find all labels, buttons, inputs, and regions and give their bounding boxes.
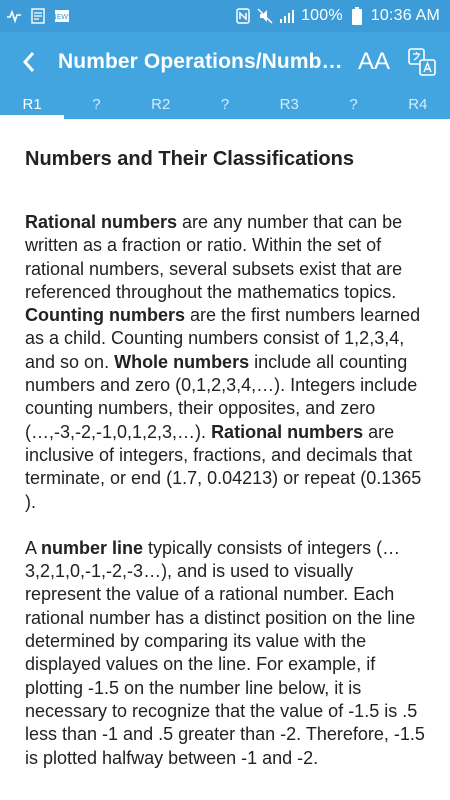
document-icon bbox=[30, 8, 46, 24]
nfc-icon bbox=[235, 8, 251, 24]
battery-percentage: 100% bbox=[301, 7, 343, 24]
font-size-label: AA bbox=[357, 48, 390, 75]
page-title: Number Operations/Numb… bbox=[58, 50, 343, 73]
tab-r3[interactable]: R3 bbox=[279, 96, 299, 113]
news-icon bbox=[51, 8, 73, 24]
term-whole-numbers: Whole numbers bbox=[114, 351, 250, 372]
section-heading: Numbers and Their Classifications bbox=[25, 148, 354, 170]
translate-icon bbox=[407, 47, 437, 77]
tab-quiz-3[interactable]: ? bbox=[349, 96, 358, 113]
tab-bar bbox=[0, 92, 450, 119]
paragraph-rational-numbers bbox=[25, 211, 430, 514]
tab-r1[interactable]: R1 bbox=[0, 92, 64, 119]
battery-icon bbox=[349, 8, 365, 24]
term-rational-numbers: Rational numbers bbox=[211, 421, 364, 442]
status-right bbox=[235, 7, 440, 25]
translate-button[interactable] bbox=[398, 32, 446, 92]
article-content bbox=[25, 119, 430, 770]
status-left bbox=[6, 8, 73, 24]
tab-r2[interactable]: R2 bbox=[151, 96, 171, 113]
paragraph-number-line bbox=[25, 537, 430, 770]
mute-icon bbox=[257, 8, 273, 24]
svg-text:NEWS: NEWS bbox=[51, 13, 73, 21]
tab-quiz-1[interactable]: ? bbox=[92, 96, 101, 113]
app-bar bbox=[0, 32, 450, 92]
paragraph-text: typically consists of integers (…3,2,1,0,-1,-2,-3…), and is used to visually represent the value of a rational number. Each rational number has a distinct position on the line determined by comparing its value with the displayed values on the line. For example, if plotting -1.5 on the number line below, it is necessary to recognize that the value of -1.5 is .5 less than -1 and .5 greater than -2. Therefore, -1.5 is plotted halfway between -1 and -2. bbox=[25, 537, 425, 768]
term-counting-numbers: Counting numbers bbox=[25, 305, 185, 326]
tab-r4[interactable]: R4 bbox=[408, 96, 428, 113]
paragraph-text: are the first numbers learned as a child. Counting numbers consist of 1,2,3,4, and so on. bbox=[25, 305, 421, 372]
chevron-left-icon bbox=[22, 51, 36, 73]
paragraph-text: include all counting numbers and zero (0,1,2,3,4,…). Integers include counting numbers, their opposites, and zero (…,-3,-2,-1,0,1,2,3,…). bbox=[25, 351, 418, 442]
font-size-button[interactable] bbox=[350, 32, 398, 92]
paragraph-text: A bbox=[25, 537, 42, 558]
term-number-line: number line bbox=[41, 537, 144, 558]
paragraph-text: are any number that can be written as a fraction or ratio. Within the set of rational numbers, several subsets exist that are referenced throughout the mathematics topics. bbox=[25, 212, 403, 302]
status-bar bbox=[0, 0, 450, 32]
activity-icon bbox=[6, 8, 22, 24]
paragraph-text: are inclusive of integers, fractions, and decimals that terminate, or end (1.7, 0.04213) or repeat (0.1365 ). bbox=[25, 421, 422, 512]
signal-icon bbox=[279, 8, 295, 24]
tab-quiz-2[interactable]: ? bbox=[220, 96, 230, 113]
term-rational-numbers: Rational numbers bbox=[25, 212, 178, 232]
status-time: 10:36 AM bbox=[370, 7, 440, 24]
back-button[interactable] bbox=[0, 32, 58, 92]
